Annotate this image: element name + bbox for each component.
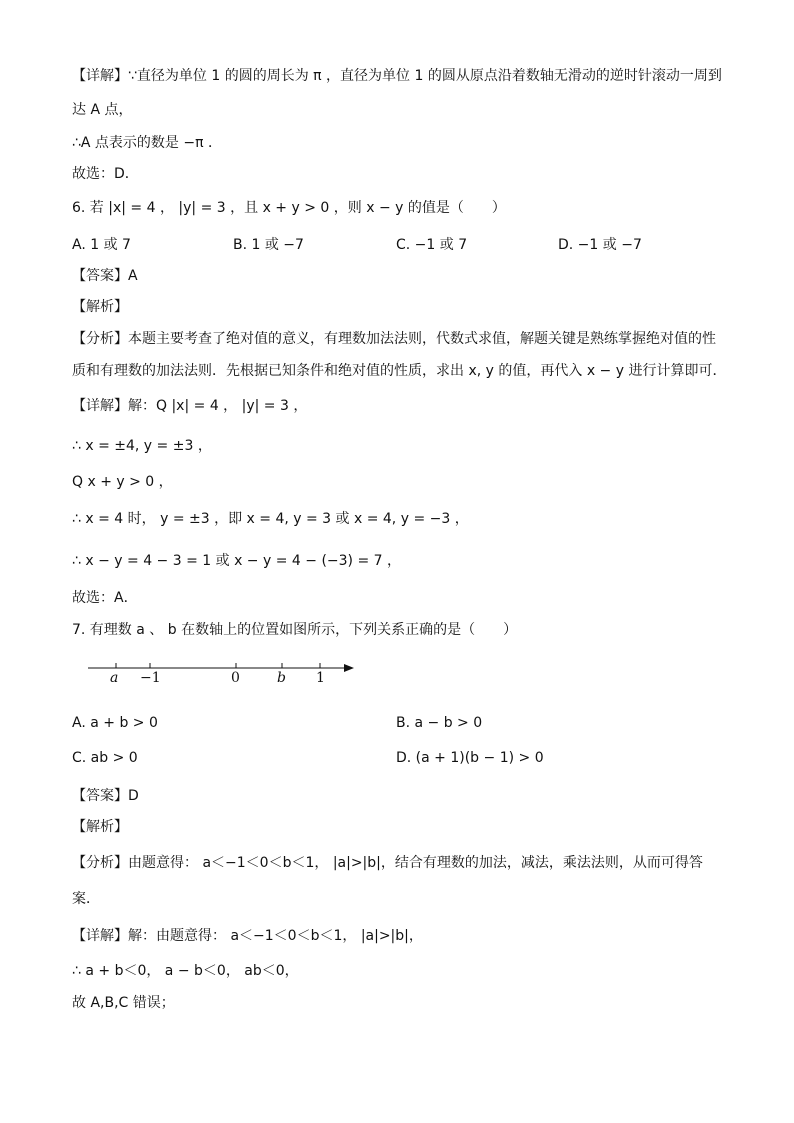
- question-7-stem: 7. 有理数 a 、 b 在数轴上的位置如图所示，下列关系正确的是（ ）: [72, 622, 518, 638]
- number-line-arrow-icon: [344, 664, 354, 672]
- question-7-analysis-line-2: 案．: [72, 891, 100, 907]
- solution-q5-answer-choice: 故选：D．: [72, 166, 139, 182]
- question-6-option-d: D. −1 或 −7: [558, 237, 642, 253]
- question-6-answer: 【答案】A: [72, 268, 138, 284]
- question-6-detail-line-1: 【详解】解：Q |x| = 4 ， |y| = 3 ，: [72, 398, 308, 414]
- question-7-option-c: C. ab > 0: [72, 750, 138, 766]
- question-6-analysis-heading: 【解析】: [72, 299, 128, 315]
- question-7-analysis-heading: 【解析】: [72, 819, 128, 835]
- question-7-detail-line-3: 故 A,B,C 错误；: [72, 995, 175, 1011]
- solution-q5-detail-line: 【详解】∵直径为单位 1 的圆的周长为 π ，直径为单位 1 的圆从原点沿着数轴无滑动的逆时针滚动一周到: [72, 68, 722, 84]
- question-7-answer: 【答案】D: [72, 788, 139, 804]
- question-6-analysis-line-1: 【分析】本题主要考查了绝对值的意义，有理数加法法则，代数式求值，解题关键是熟练掌握绝对值的性: [72, 331, 716, 347]
- question-6-detail-line-4: ∴ x = 4 时， y = ±3 ，即 x = 4, y = 3 或 x = 4, y = −3 ，: [72, 511, 469, 527]
- number-line-label-one: 1: [316, 670, 325, 686]
- number-line-label-b: b: [277, 670, 286, 686]
- number-line-label-zero: 0: [231, 670, 240, 686]
- question-6-detail-line-3: Q x + y > 0 ，: [72, 474, 173, 490]
- question-6-option-b: B. 1 或 −7: [233, 237, 304, 253]
- question-6-option-a: A. 1 或 7: [72, 237, 131, 253]
- question-6-detail-line-2: ∴ x = ±4, y = ±3 ，: [72, 438, 212, 454]
- number-line-figure: [86, 656, 366, 692]
- question-7-detail-line-2: ∴ a + b＜0， a − b＜0， ab＜0，: [72, 963, 299, 979]
- question-7-option-b: B. a − b > 0: [396, 715, 483, 731]
- question-6-analysis-line-2: 质和有理数的加法法则．先根据已知条件和绝对值的性质，求出 x, y 的值，再代入 x − y 进行计算即可．: [72, 363, 727, 379]
- number-line-label-minus-one: −1: [140, 670, 161, 686]
- question-7-option-d: D. (a + 1)(b − 1) > 0: [396, 750, 544, 766]
- question-7-analysis-line-1: 【分析】由题意得： a＜−1＜0＜b＜1， |a|>|b|，结合有理数的加法，减法，乘法法则，从而可得答: [72, 855, 703, 871]
- question-7-option-a: A. a + b > 0: [72, 715, 158, 731]
- solution-q5-detail-line-2: 达 A 点，: [72, 102, 133, 118]
- question-6-option-c: C. −1 或 7: [396, 237, 468, 253]
- question-7-detail-line-1: 【详解】解：由题意得： a＜−1＜0＜b＜1， |a|>|b|，: [72, 928, 423, 944]
- solution-q5-conclusion: ∴A 点表示的数是 −π ．: [72, 135, 222, 151]
- question-6-answer-choice: 故选：A．: [72, 590, 138, 606]
- number-line-label-a: a: [110, 670, 119, 686]
- question-6-detail-line-5: ∴ x − y = 4 − 3 = 1 或 x − y = 4 − (−3) = 7 ，: [72, 553, 401, 569]
- question-6-stem: 6. 若 |x| = 4 ， |y| = 3 ，且 x + y > 0 ，则 x − y 的值是（ ）: [72, 200, 506, 216]
